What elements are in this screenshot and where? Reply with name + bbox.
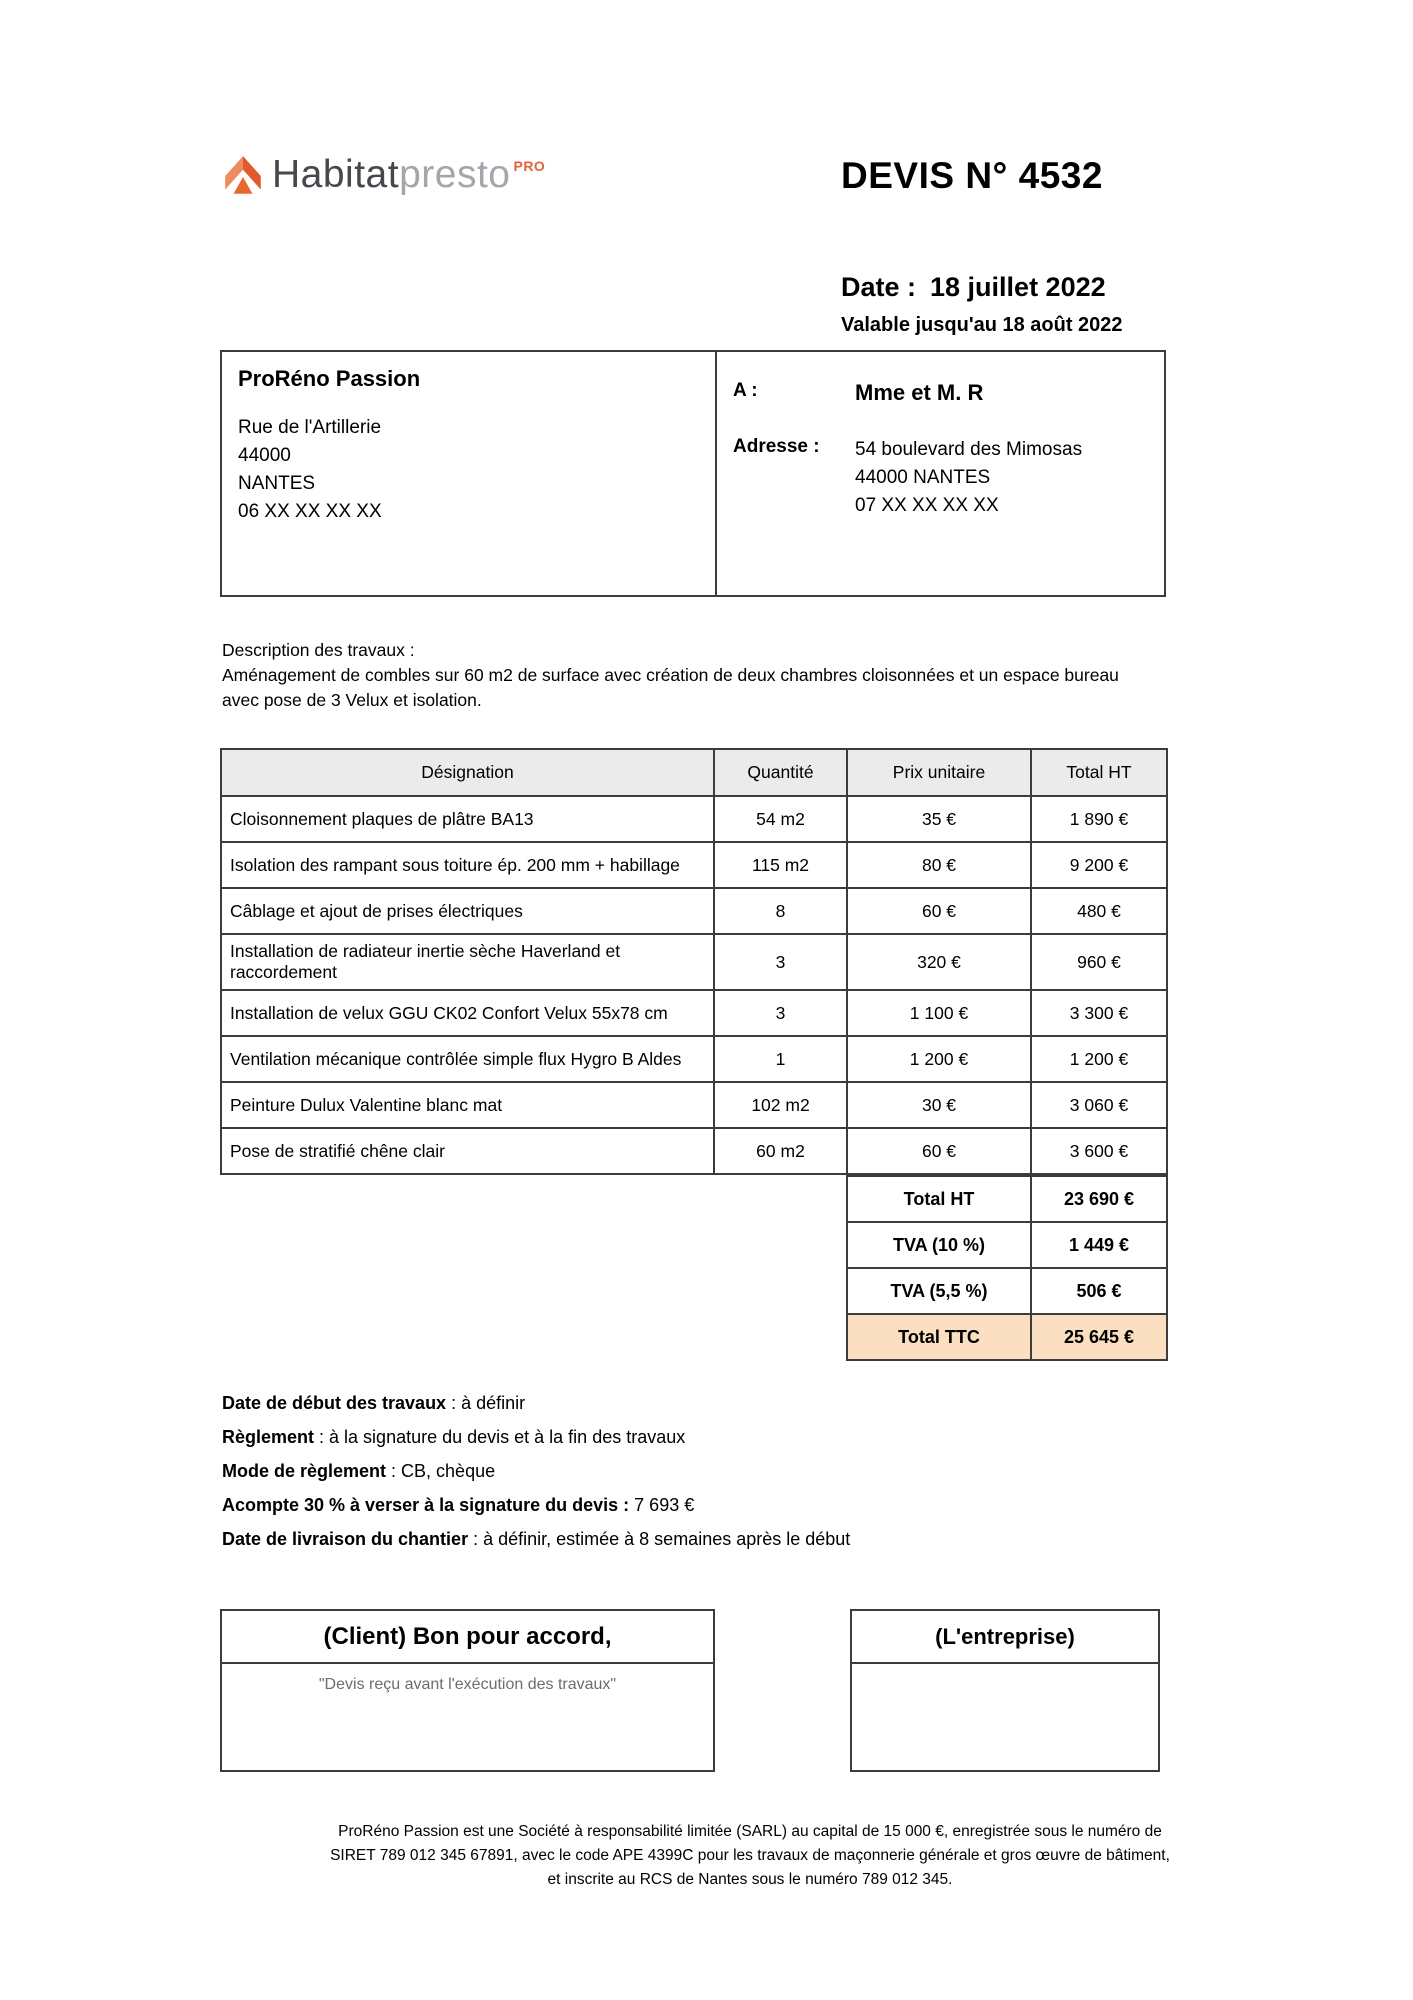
item-designation: Cloisonnement plaques de plâtre BA13 bbox=[221, 796, 714, 842]
totals-label: TVA (5,5 %) bbox=[847, 1268, 1031, 1314]
item-total-ht: 480 € bbox=[1031, 888, 1167, 934]
items-column-header: Désignation bbox=[221, 749, 714, 796]
client-address bbox=[855, 436, 1082, 520]
payment-terms bbox=[222, 1392, 850, 1562]
item-unit-price: 30 € bbox=[847, 1082, 1031, 1128]
items-table-row bbox=[221, 888, 1167, 934]
item-designation: Pose de stratifié chêne clair bbox=[221, 1128, 714, 1174]
totals-label: TVA (10 %) bbox=[847, 1222, 1031, 1268]
items-table-body bbox=[221, 796, 1167, 1174]
terms-value: : à définir bbox=[446, 1393, 526, 1413]
house-arrow-up-icon bbox=[222, 154, 264, 200]
client-address-line: 54 boulevard des Mimosas bbox=[855, 439, 1083, 460]
items-table-row bbox=[221, 842, 1167, 888]
terms-value: : à définir, estimée à 8 semaines après le début bbox=[468, 1529, 851, 1549]
totals-row bbox=[847, 1268, 1167, 1314]
terms-label: Règlement bbox=[222, 1427, 315, 1447]
totals-row bbox=[847, 1176, 1167, 1222]
item-unit-price: 1 200 € bbox=[847, 1036, 1031, 1082]
items-column-header: Quantité bbox=[714, 749, 847, 796]
item-quantity: 102 m2 bbox=[714, 1082, 847, 1128]
item-designation: Installation de radiateur inertie sèche Haverland et raccordement bbox=[221, 934, 714, 990]
terms-line bbox=[222, 1494, 850, 1516]
item-designation: Isolation des rampant sous toiture ép. 200 mm + habillage bbox=[221, 842, 714, 888]
client-signature-note: "Devis reçu avant l'exécution des travaux" bbox=[318, 1676, 617, 1693]
terms-value: 7 693 € bbox=[629, 1495, 695, 1515]
items-table-row bbox=[221, 934, 1167, 990]
items-table-row bbox=[221, 1036, 1167, 1082]
works-description bbox=[222, 638, 1157, 713]
tables-section bbox=[220, 748, 1166, 1361]
terms-label: Date de début des travaux bbox=[222, 1393, 447, 1413]
item-quantity: 8 bbox=[714, 888, 847, 934]
item-quantity: 3 bbox=[714, 990, 847, 1036]
totals-value: 1 449 € bbox=[1031, 1222, 1167, 1268]
item-quantity: 115 m2 bbox=[714, 842, 847, 888]
totals-label: Total HT bbox=[847, 1176, 1031, 1222]
totals-value: 25 645 € bbox=[1031, 1314, 1167, 1360]
items-column-header: Prix unitaire bbox=[847, 749, 1031, 796]
works-description-title: Description des travaux : bbox=[222, 640, 415, 660]
item-total-ht: 1 200 € bbox=[1031, 1036, 1167, 1082]
footer-line: SIRET 789 012 345 67891, avec le code APE 4399C pour les travaux de maçonnerie générale et gros œuvre de bâtiment, bbox=[330, 1847, 1170, 1864]
terms-value: : à la signature du devis et à la fin des travaux bbox=[314, 1427, 686, 1447]
client-address-row bbox=[733, 436, 1148, 520]
item-quantity: 54 m2 bbox=[714, 796, 847, 842]
item-unit-price: 35 € bbox=[847, 796, 1031, 842]
item-unit-price: 80 € bbox=[847, 842, 1031, 888]
client-signature-box bbox=[220, 1609, 715, 1772]
item-total-ht: 960 € bbox=[1031, 934, 1167, 990]
item-designation: Ventilation mécanique contrôlée simple flux Hygro B Aldes bbox=[221, 1036, 714, 1082]
company-signature-title: (L'entreprise) bbox=[852, 1611, 1158, 1664]
footer-line: et inscrite au RCS de Nantes sous le numéro 789 012 345. bbox=[547, 1871, 953, 1888]
item-total-ht: 3 300 € bbox=[1031, 990, 1167, 1036]
item-total-ht: 3 060 € bbox=[1031, 1082, 1167, 1128]
item-unit-price: 60 € bbox=[847, 1128, 1031, 1174]
item-unit-price: 60 € bbox=[847, 888, 1031, 934]
client-signature-title: (Client) Bon pour accord, bbox=[222, 1611, 713, 1664]
totals-value: 506 € bbox=[1031, 1268, 1167, 1314]
address-label: Adresse : bbox=[733, 436, 820, 457]
terms-value: : CB, chèque bbox=[386, 1461, 496, 1481]
item-quantity: 1 bbox=[714, 1036, 847, 1082]
logo-pro-badge: PRO bbox=[513, 158, 546, 174]
document-date bbox=[841, 272, 1106, 303]
logo-word-secondary: presto bbox=[399, 153, 511, 196]
terms-line bbox=[222, 1426, 850, 1448]
item-designation: Peinture Dulux Valentine blanc mat bbox=[221, 1082, 714, 1128]
totals-row bbox=[847, 1314, 1167, 1360]
company-address-line: 06 XX XX XX XX bbox=[238, 501, 382, 522]
totals-value: 23 690 € bbox=[1031, 1176, 1167, 1222]
validity-note: Valable jusqu'au 18 août 2022 bbox=[841, 314, 1123, 336]
items-table-row bbox=[221, 796, 1167, 842]
date-value: 18 juillet 2022 bbox=[930, 272, 1106, 302]
totals-table-body bbox=[847, 1176, 1167, 1360]
item-unit-price: 1 100 € bbox=[847, 990, 1031, 1036]
terms-label: Acompte 30 % à verser à la signature du devis : bbox=[222, 1495, 630, 1515]
document-title: DEVIS N° 4532 bbox=[841, 155, 1103, 196]
parties-box bbox=[220, 350, 1166, 597]
totals-label: Total TTC bbox=[847, 1314, 1031, 1360]
company-address-line: Rue de l'Artillerie bbox=[238, 417, 382, 438]
terms-label: Date de livraison du chantier bbox=[222, 1529, 469, 1549]
item-designation: Câblage et ajout de prises électriques bbox=[221, 888, 714, 934]
footer-line: ProRéno Passion est une Société à responsabilité limitée (SARL) au capital de 15 000 €, enregistrée sous le numéro de bbox=[338, 1823, 1162, 1840]
item-designation: Installation de velux GGU CK02 Confort Velux 55x78 cm bbox=[221, 990, 714, 1036]
item-total-ht: 9 200 € bbox=[1031, 842, 1167, 888]
items-column-header: Total HT bbox=[1031, 749, 1167, 796]
totals-row bbox=[847, 1222, 1167, 1268]
item-quantity: 60 m2 bbox=[714, 1128, 847, 1174]
works-description-body: Aménagement de combles sur 60 m2 de surface avec création de deux chambres cloisonnées et un espace bureau avec pose de 3 Velux et isolation. bbox=[222, 665, 1119, 710]
legal-footer bbox=[180, 1820, 1320, 1892]
company-signature-box bbox=[850, 1609, 1160, 1772]
items-table-header-row bbox=[221, 749, 1167, 796]
totals-table bbox=[846, 1175, 1168, 1361]
company-name: ProRéno Passion bbox=[238, 366, 421, 391]
company-pane bbox=[222, 352, 715, 595]
item-total-ht: 3 600 € bbox=[1031, 1128, 1167, 1174]
terms-line bbox=[222, 1460, 850, 1482]
terms-line bbox=[222, 1392, 850, 1414]
client-pane bbox=[715, 352, 1164, 595]
date-label: Date : bbox=[841, 272, 917, 302]
client-address-line: 44000 NANTES bbox=[855, 467, 991, 488]
item-total-ht: 1 890 € bbox=[1031, 796, 1167, 842]
items-table-row bbox=[221, 1082, 1167, 1128]
habitatpresto-logo bbox=[222, 152, 545, 200]
item-quantity: 3 bbox=[714, 934, 847, 990]
client-to-row bbox=[733, 380, 1148, 406]
logo-wordmark bbox=[272, 152, 510, 198]
items-table-row bbox=[221, 990, 1167, 1036]
logo-word-primary: Habitat bbox=[272, 153, 400, 196]
client-name: Mme et M. R bbox=[855, 380, 984, 405]
to-label: A : bbox=[733, 380, 758, 401]
terms-line bbox=[222, 1528, 850, 1550]
client-address-line: 07 XX XX XX XX bbox=[855, 495, 999, 516]
items-table bbox=[220, 748, 1168, 1175]
company-address bbox=[238, 414, 699, 526]
terms-label: Mode de règlement bbox=[222, 1461, 387, 1481]
company-address-line: 44000 bbox=[238, 445, 291, 466]
company-address-line: NANTES bbox=[238, 473, 316, 494]
item-unit-price: 320 € bbox=[847, 934, 1031, 990]
items-table-row bbox=[221, 1128, 1167, 1174]
